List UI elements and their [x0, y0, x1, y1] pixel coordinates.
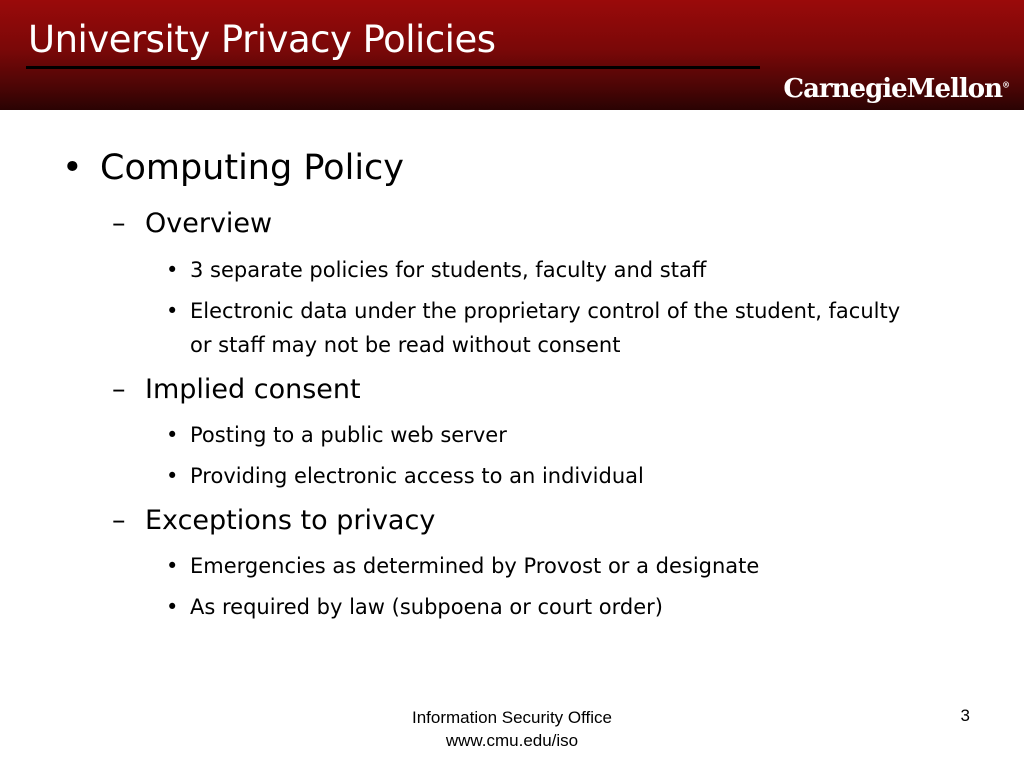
list-item-text: Providing electronic access to an individual	[190, 464, 644, 488]
registered-mark: ®	[1002, 79, 1010, 90]
list-item-text: 3 separate policies for students, faculty and staff	[190, 258, 707, 282]
dash-glyph: –	[112, 374, 126, 405]
dash-glyph: –	[112, 505, 126, 536]
footer-office: Information Security Office	[412, 708, 612, 727]
list-item	[166, 294, 926, 362]
bullet-glyph: •	[166, 299, 179, 323]
bullet-glyph: •	[166, 423, 179, 447]
list-item-text: Electronic data under the proprietary control of the student, faculty or staff may not be read without consent	[190, 299, 901, 357]
dash-glyph: –	[112, 208, 126, 239]
subheading-exceptions-to-privacy	[112, 505, 435, 536]
bullet-glyph: •	[166, 554, 179, 578]
bullet-glyph: •	[166, 595, 179, 619]
list-item	[166, 418, 926, 452]
subheading-overview	[112, 208, 272, 239]
heading-text: Computing Policy	[100, 148, 404, 188]
page-number: 3	[960, 706, 970, 725]
bullet-glyph: •	[62, 148, 83, 188]
list-item	[166, 549, 926, 583]
slide-title: University Privacy Policies	[28, 18, 496, 61]
bullet-glyph: •	[166, 464, 179, 488]
subheading-text: Overview	[145, 208, 273, 239]
subheading-implied-consent	[112, 374, 361, 405]
list-item	[166, 253, 926, 287]
list-item	[166, 459, 926, 493]
footer	[362, 706, 662, 752]
list-item-text: As required by law (subpoena or court order)	[190, 595, 663, 619]
list-item-text: Posting to a public web server	[190, 423, 507, 447]
bullet-computing-policy	[62, 148, 404, 188]
subheading-text: Exceptions to privacy	[145, 505, 436, 536]
subheading-text: Implied consent	[145, 374, 361, 405]
logo-text: CarnegieMellon	[783, 74, 1002, 104]
footer-url: www.cmu.edu/iso	[445, 731, 579, 750]
list-item	[166, 590, 926, 624]
bullet-glyph: •	[166, 258, 179, 282]
list-item-text: Emergencies as determined by Provost or a designate	[190, 554, 760, 578]
